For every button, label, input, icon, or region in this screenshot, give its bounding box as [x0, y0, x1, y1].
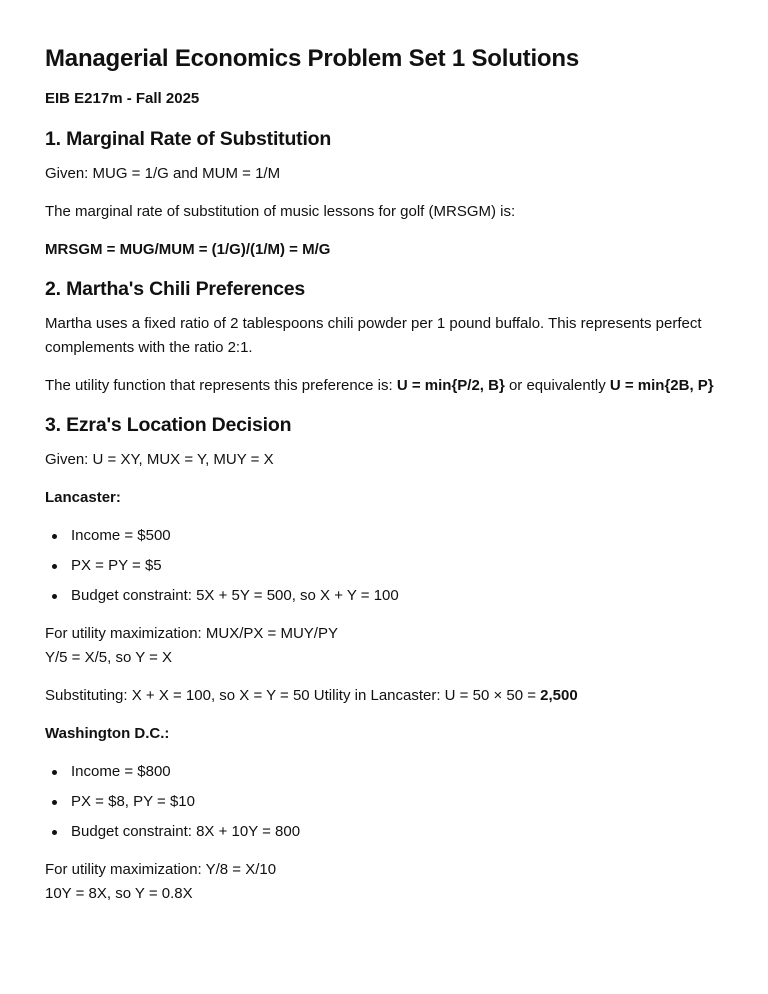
utility-function-2: U = min{2B, P} — [609, 377, 714, 394]
washington-line-1: For utility maximization: Y/8 = X/10 — [45, 861, 277, 878]
list-item — [71, 584, 723, 608]
washington-list — [45, 760, 723, 844]
section-1-formula: MRSGM = MUG/MUM = (1/G)/(1/M) = M/G — [45, 241, 331, 258]
list-item-text: PX = $8, PY = $10 — [71, 793, 195, 810]
document-title: Managerial Economics Problem Set 1 Solutions — [45, 45, 580, 72]
section-3-given: Given: U = XY, MUX = Y, MUY = X — [45, 451, 274, 468]
list-item-text: Budget constraint: 5X + 5Y = 500, so X + Y = 100 — [71, 587, 399, 604]
list-item — [71, 554, 723, 578]
lancaster-list — [45, 524, 723, 608]
lancaster-substitution-text: Substituting: X + X = 100, so X = Y = 50 Utility in Lancaster: U = 50 × 50 = — [45, 687, 541, 704]
section-1-intro: The marginal rate of substitution of music lessons for golf (MRSGM) is: — [45, 203, 516, 220]
list-item-text: PX = PY = $5 — [71, 557, 162, 574]
lancaster-substitution — [45, 684, 723, 708]
section-3-heading: 3. Ezra's Location Decision — [45, 414, 292, 436]
bullet-icon — [52, 830, 57, 835]
section-2-text-a: The utility function that represents this preference is: — [45, 377, 397, 394]
lancaster-line-2: Y/5 = X/5, so Y = X — [45, 649, 173, 666]
list-item — [71, 524, 723, 548]
lancaster-label: Lancaster: — [45, 489, 121, 506]
section-2-text-c: or equivalently — [504, 377, 610, 394]
section-1-given: Given: MUG = 1/G and MUM = 1/M — [45, 165, 281, 182]
bullet-icon — [52, 564, 57, 569]
list-item-text: Budget constraint: 8X + 10Y = 800 — [71, 823, 301, 840]
lancaster-utility-value: 2,500 — [540, 687, 578, 704]
bullet-icon — [52, 534, 57, 539]
list-item-text: Income = $500 — [71, 527, 171, 544]
utility-function-1: U = min{P/2, B} — [396, 377, 505, 394]
section-2-paragraph-1: Martha uses a fixed ratio of 2 tablespoons chili powder per 1 pound buffalo. This represents perfect complements with the ratio 2:1. — [45, 315, 702, 356]
list-item — [71, 820, 723, 844]
washington-line-2: 10Y = 8X, so Y = 0.8X — [45, 885, 193, 902]
course-subtitle: EIB E217m - Fall 2025 — [45, 90, 200, 107]
section-2-heading: 2. Martha's Chili Preferences — [45, 278, 306, 300]
list-item — [71, 790, 723, 814]
list-item — [71, 760, 723, 784]
list-item-text: Income = $800 — [71, 763, 171, 780]
washington-label: Washington D.C.: — [45, 725, 170, 742]
lancaster-line-1: For utility maximization: MUX/PX = MUY/PY — [45, 625, 338, 642]
section-1-heading: 1. Marginal Rate of Substitution — [45, 128, 332, 150]
lancaster-maximization — [45, 622, 723, 670]
section-2-paragraph-2 — [45, 374, 723, 398]
bullet-icon — [52, 594, 57, 599]
washington-maximization — [45, 858, 723, 906]
bullet-icon — [52, 770, 57, 775]
bullet-icon — [52, 800, 57, 805]
